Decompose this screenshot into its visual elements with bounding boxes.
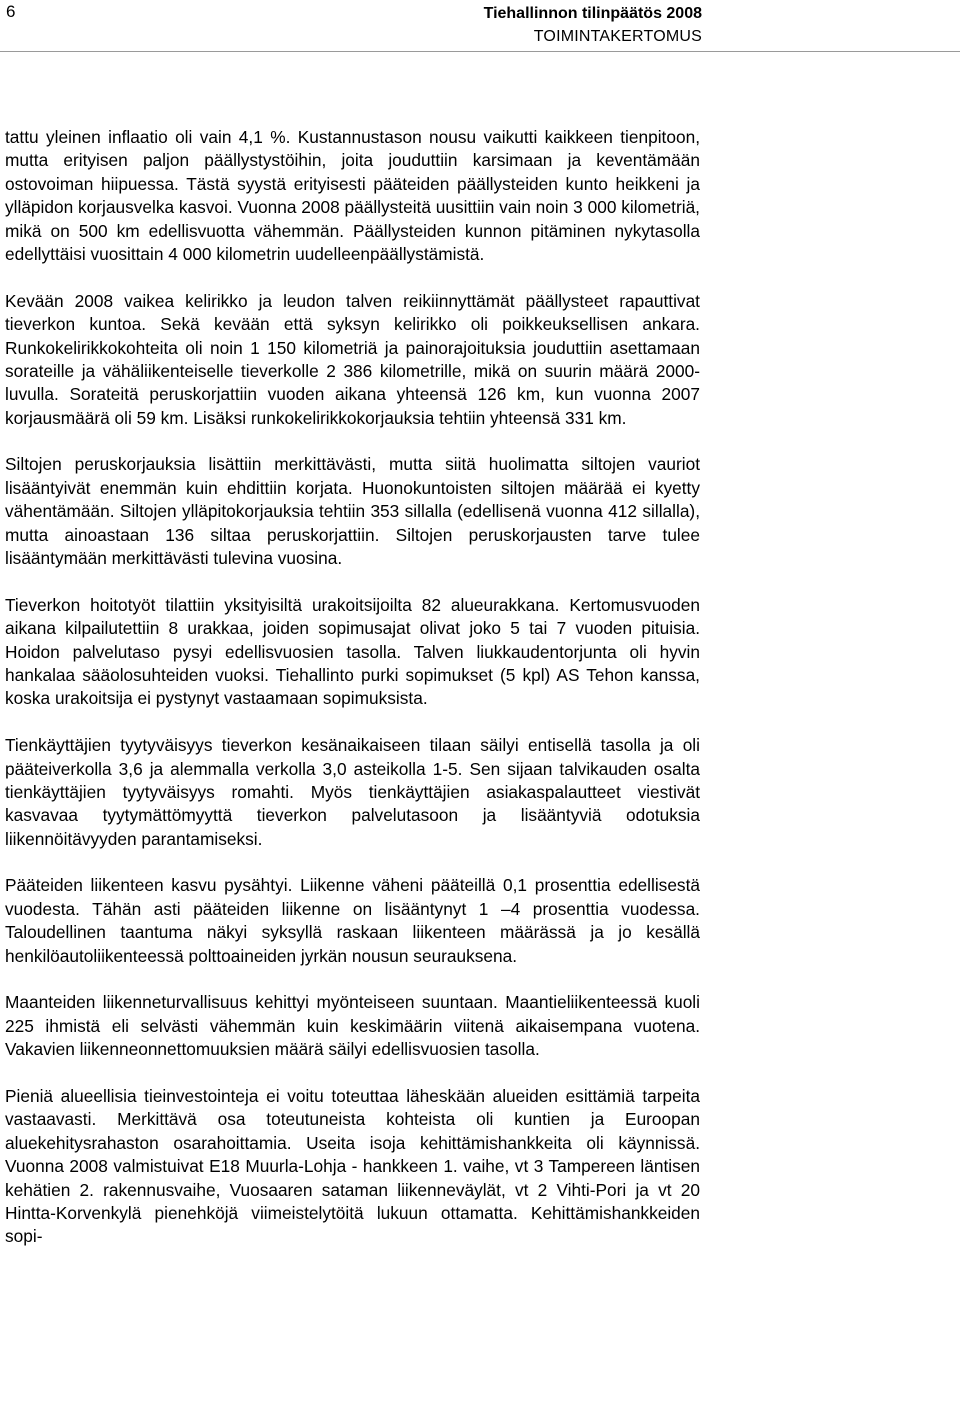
paragraph-maintenance-contracts: Tieverkon hoitotyöt tilattiin yksityisiltä urakoitsijoilta 82 alueurakkana. Kertomusvuoden aikana kilpailutettiin 8 urakkaa, joiden sopimusajat olivat joko 5 tai 7 vuoden pituisia. Hoidon palvelutaso pysyi edellisvuosien tasolla. Talven liukkaudentorjunta oli hyvin hankalaa sääolosuhteiden vuoksi. Tiehallinto purki sopimukset (5 kpl) AS Tehon kanssa, koska urakoitsija ei pystynyt vastaamaan sopimuksista. — [5, 594, 700, 709]
body-text — [5, 126, 700, 1249]
paragraph-traffic-growth: Pääteiden liikenteen kasvu pysähtyi. Liikenne väheni pääteillä 0,1 prosenttia edellisestä vuodesta. Tähän asti pääteiden liikenne on lisääntynyt 1 –4 prosenttia vuodessa. Taloudellinen taantuma näkyi syksyllä raskaan liikenteen määrässä ja jo kesällä henkilöautoliikenteessä polttoaineiden jyrkän nousun seurauksena. — [5, 875, 700, 966]
paragraph-road-user-satisfaction: Tienkäyttäjien tyytyväisyys tieverkon kesänaikaiseen tilaan säilyi entisellä tasolla ja oli pääteiverkolla 3,6 ja alemmalla verkolla 3,0 asteikolla 1-5. Sen sijaan talvikauden osalta tienkäyttäjien tyytyväisyys romahti. Myös tienkäyttäjien asiakaspalautteet viestivät kasvavaa tyytymättömyyttä tieverkon palvelutasoon ja lisääntyviä odotuksia liikennöitävyyden parantamiseksi. — [5, 735, 700, 849]
page-number: 6 — [6, 2, 16, 21]
document-title: Tiehallinnon tilinpäätös 2008 — [483, 5, 702, 22]
paragraph-road-safety: Maanteiden liikenneturvallisuus kehittyi myönteiseen suuntaan. Maantieliikenteessä kuoli 225 ihmistä eli selvästi vähemmän kuin keskimäärin viitenä aikaisempana vuotena. Vakavien liikenneonnettomuuksien määrä säilyi edellisvuosien tasolla. — [5, 992, 700, 1060]
running-header — [484, 2, 702, 48]
header-divider — [0, 51, 960, 52]
paragraph-frost-damage: Kevään 2008 vaikea kelirikko ja leudon talven reikiinnyttämät päällysteet rapauttivat tieverkon kuntoa. Sekä kevään että syksyn kelirikko oli poikkeuksellisen ankara. Runkokelirikkokohteita oli noin 1 150 kilometriä ja painorajoituksia jouduttiin asettamaan sorateille ja vähäliikenteiselle tieverkolle 2 386 kilometrille, mikä on suurin määrä 2000-luvulla. Sorateitä peruskorjattiin vuoden aikana yhteensä 126 km, kun vuonna 2007 korjausmäärä oli 59 km. Lisäksi runkokelirikkokorjauksia tehtiin yhteensä 331 km. — [5, 290, 700, 428]
paragraph-inflation-paving: tattu yleinen inflaatio oli vain 4,1 %. Kustannustason nousu vaikutti kaikkeen tienpitoon, mutta erityisen paljon päällystystöihin, joita jouduttiin karsimaan ja keventämään ostovoiman hiipuessa. Tästä syystä erityisesti pääteiden päällysteiden kunto heikkeni ja ylläpidon korjausvelka kasvoi. Vuonna 2008 päällysteitä uusittiin vain noin 3 000 kilometriä, mikä on 500 km edellisvuotta vähemmän. Päällysteiden kunnon pitäminen nykytasolla edellyttäisi vuosittain 4 000 kilometrin uudelleenpäällystämistä. — [5, 127, 700, 265]
paragraph-road-investments: Pieniä alueellisia tieinvestointeja ei voitu toteuttaa läheskään alueiden esittämiä tarpeita vastaavasti. Merkittävä osa toteutuneista kohteista oli kuntien ja Euroopan aluekehitysrahaston osarahoittamia. Useita isoja kehittämishankkeita oli käynnissä. Vuonna 2008 valmistuivat E18 Muurla-Lohja - hankkeen 1. vaihe, vt 3 Tampereen läntisen kehätien 2. rakennusvaihe, Vuosaaren sataman liikenneväylät, vt 2 Vihti-Pori ja vt 20 Hintta-Korvenkylä pienehköjä viimeistelytöitä lukuun ottamatta. Kehittämishankkeiden sopi- — [5, 1085, 700, 1247]
document-section: TOIMINTAKERTOMUS — [533, 28, 702, 45]
page-header — [0, 0, 960, 52]
paragraph-bridges: Siltojen peruskorjauksia lisättiin merkittävästi, mutta siitä huolimatta siltojen vauriot lisääntyivät enemmän kuin ehdittiin korjata. Huonokuntoisten siltojen määrää ei kyetty vähentämään. Siltojen ylläpitokorjauksia tehtiin 353 sillalla (edellisenä vuonna 412 sillalla), mutta ainoastaan 136 siltaa peruskorjattiin. Siltojen peruskorjausten tarve tulee lisääntymään merkittävästi tulevina vuosina. — [5, 454, 700, 569]
